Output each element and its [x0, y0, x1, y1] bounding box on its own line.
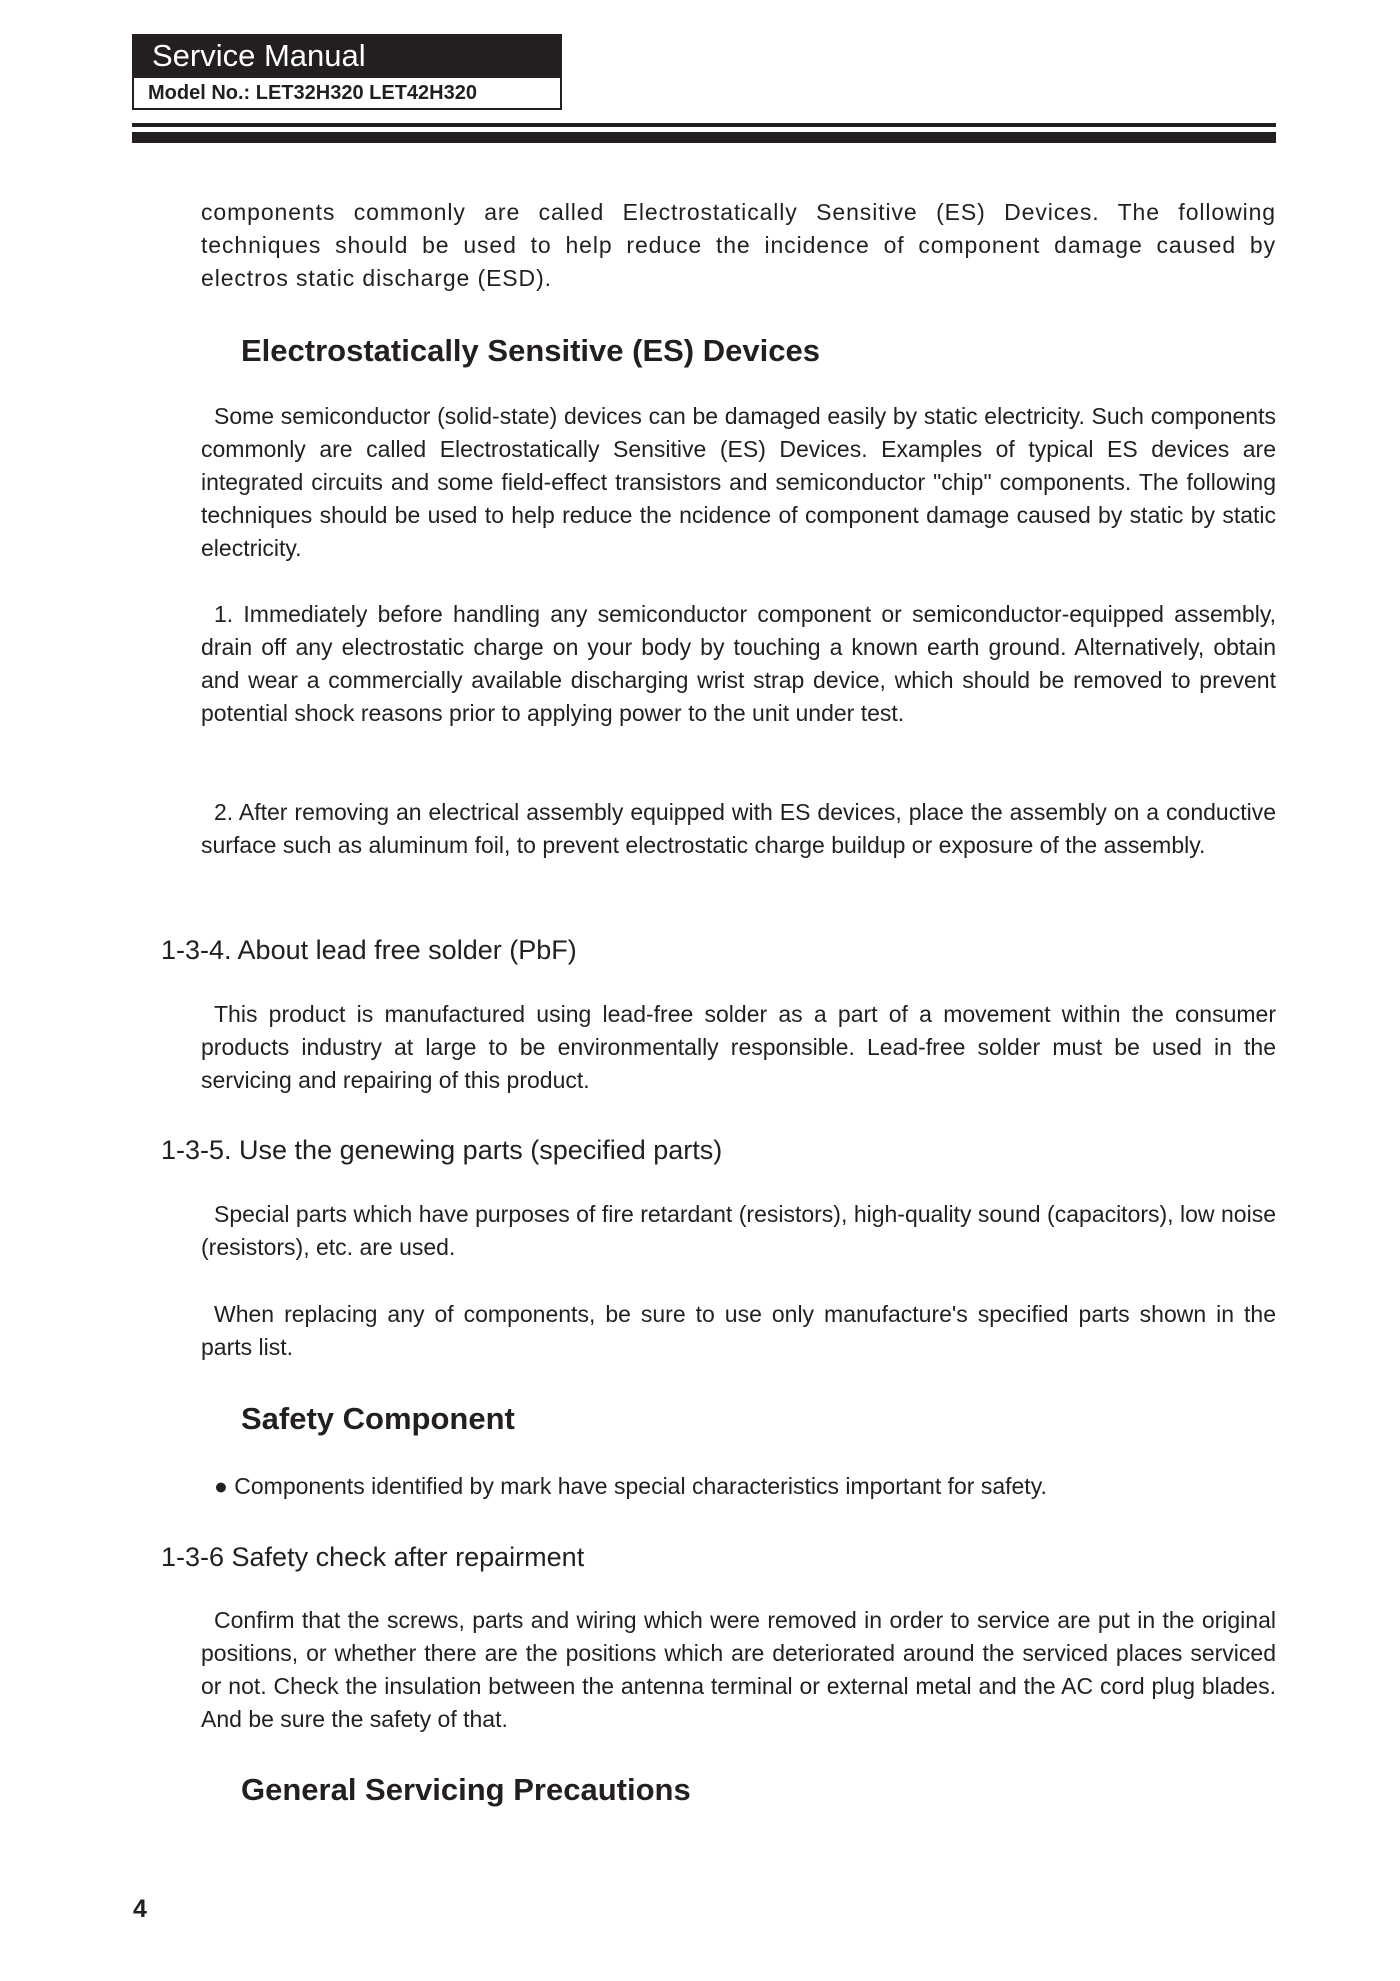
section-1-3-5-paragraph-1: Special parts which have purposes of fire retardant (resistors), high-quality sound (capacitors), low noise (resistors), etc. are used.	[201, 1201, 1276, 1260]
section-1-3-5-paragraph-2: When replacing any of components, be sure to use only manufacture's specified parts shown in the parts list.	[201, 1301, 1276, 1360]
intro-paragraph: components commonly are called Electrostatically Sensitive (ES) Devices. The following techniques should be used to help reduce the incidence of component damage caused by electros static discharge (ESD).	[201, 199, 1276, 291]
safety-component-bullet: ● Components identified by mark have special characteristics important for safety.	[214, 1473, 1047, 1499]
model-number: Model No.: LET32H320 LET42H320	[134, 76, 560, 108]
safety-component-heading: Safety Component	[241, 1401, 515, 1436]
header-rule-thick	[132, 132, 1276, 143]
es-devices-paragraph: Some semiconductor (solid-state) devices can be damaged easily by static electricity. Such components commonly are called Electrostatically Sensitive (ES) Devices. Examples of typical ES devices are integrated circuits and some field-effect transistors and semiconductor "chip" components. The following techniques should be used to help reduce the ncidence of component damage caused by static by static electricity.	[201, 403, 1276, 561]
section-1-3-5-title: 1-3-5. Use the genewing parts (specified parts)	[161, 1135, 723, 1165]
header-rule-thin	[132, 123, 1276, 127]
section-1-3-4-paragraph: This product is manufactured using lead-free solder as a part of a movement within the consumer products industry at large to be environmentally responsible. Lead-free solder must be used in the servicing and repairing of this product.	[201, 1001, 1276, 1093]
document-title: Service Manual	[134, 36, 560, 76]
es-devices-heading: Electrostatically Sensitive (ES) Devices	[241, 333, 820, 368]
es-instruction-2: 2. After removing an electrical assembly equipped with ES devices, place the assembly on a conductive surface such as aluminum foil, to prevent electrostatic charge buildup or exposure of the assembly.	[201, 799, 1276, 858]
es-instruction-1: 1. Immediately before handling any semiconductor component or semiconductor-equipped assembly, drain off any electrostatic charge on your body by touching a known earth ground. Alternatively, obtain and wear a commercially available discharging wrist strap device, which should be removed to prevent potential shock reasons prior to applying power to the unit under test.	[201, 601, 1276, 726]
section-1-3-4-title: 1-3-4. About lead free solder (PbF)	[161, 935, 577, 965]
section-1-3-6-paragraph: Confirm that the screws, parts and wiring which were removed in order to service are put in the original positions, or whether there are the positions which are deteriorated around the serviced places serviced or not. Check the insulation between the antenna terminal or external metal and the AC cord plug blades. And be sure the safety of that.	[201, 1607, 1276, 1732]
general-servicing-heading: General Servicing Precautions	[241, 1772, 691, 1807]
page-number: 4	[133, 1895, 147, 1923]
section-1-3-6-title: 1-3-6 Safety check after repairment	[161, 1542, 585, 1572]
header-box	[132, 34, 562, 110]
